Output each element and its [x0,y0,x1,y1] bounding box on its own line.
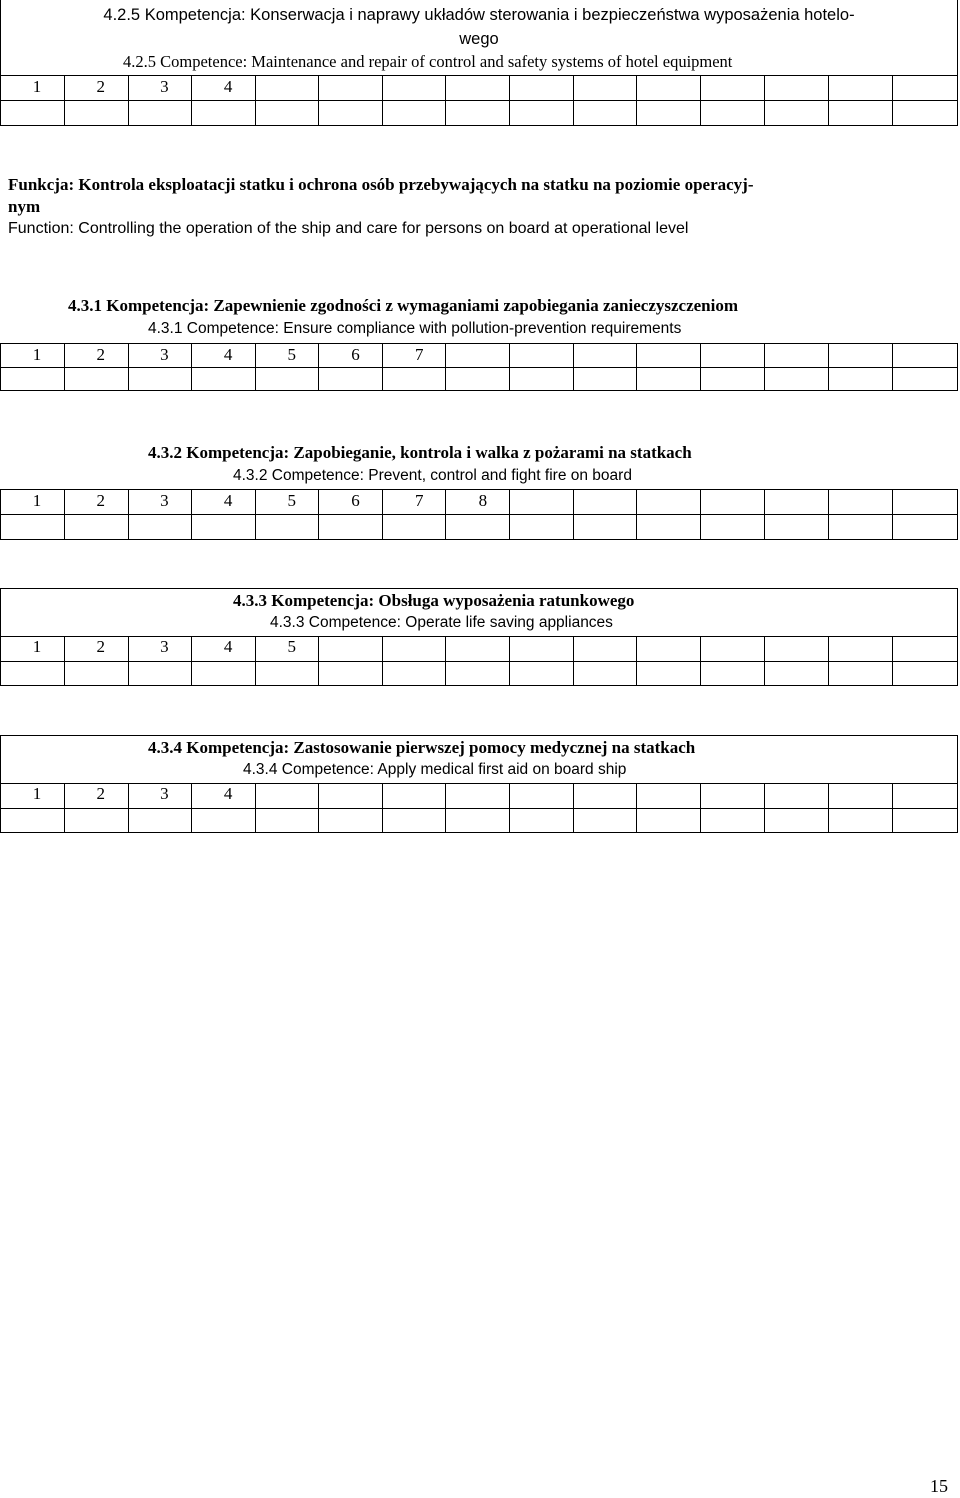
column-divider [64,783,65,832]
column-divider [509,76,510,125]
column-divider [636,783,637,832]
column-divider [445,343,446,390]
page-number: 15 [930,1476,948,1496]
title-en: 4.2.5 Competence: Maintenance and repair of control and safety systems of hotel equipment [123,52,733,71]
column-divider [828,489,829,539]
column-divider [509,343,510,390]
function-pl: Funkcja: Kontrola eksploatacji statku i ochrona osób przebywających na statku na poziomie operacyj- [8,175,754,194]
title-4-3-1-pl: 4.3.1 Kompetencja: Zapewnienie zgodności z wymaganiami zapobiegania zanieczyszczeniom [68,296,739,315]
column-divider [700,343,701,390]
column-number: 2 [96,491,105,510]
number-row [1,344,957,368]
column-number: 4 [223,77,233,96]
column-divider [509,636,510,685]
title-pl: 4.2.5 Kompetencja: Konserwacja i naprawy układów sterowania i bezpieczeństwa wyposażenia hotelo- [103,6,855,24]
column-number: 2 [96,784,105,803]
title-4-3-4-en: 4.3.4 Competence: Apply medical first aid on board ship [243,761,627,778]
column-number: 3 [160,77,169,96]
column-number: 2 [96,637,105,656]
column-divider [318,489,319,539]
score-row [1,809,957,832]
column-number: 4 [223,345,233,364]
column-divider [573,343,574,390]
column-divider [636,343,637,390]
column-divider [382,76,383,125]
column-divider [382,783,383,832]
column-divider [700,489,701,539]
column-number: 1 [32,345,42,364]
column-divider [318,636,319,685]
column-divider [318,343,319,390]
number-row [1,76,957,101]
column-divider [445,636,446,685]
column-number: 5 [287,491,297,510]
column-divider [892,783,893,832]
column-divider [191,343,192,390]
number-row [1,637,957,662]
column-divider [128,489,129,539]
column-divider [700,636,701,685]
column-divider [128,636,129,685]
column-divider [382,489,383,539]
column-number: 3 [160,491,169,510]
function-en: Function: Controlling the operation of the ship and care for persons on board at operational level [8,220,689,237]
column-number: 7 [414,491,424,510]
column-divider [255,489,256,539]
column-divider [700,76,701,125]
column-divider [828,343,829,390]
column-divider [445,76,446,125]
column-divider [573,636,574,685]
column-divider [318,76,319,125]
column-divider [509,783,510,832]
column-number: 2 [96,345,105,364]
column-number: 3 [160,784,169,803]
column-divider [255,76,256,125]
column-divider [64,343,65,390]
column-divider [255,636,256,685]
column-number: 1 [32,784,42,803]
function-heading [8,175,754,238]
column-divider [764,636,765,685]
column-divider [636,636,637,685]
column-divider [828,636,829,685]
column-divider [64,489,65,539]
column-divider [573,783,574,832]
title-4-3-4-pl: 4.3.4 Kompetencja: Zastosowanie pierwszej pomocy medycznej na statkach [148,738,696,757]
title-4-3-1-en: 4.3.1 Competence: Ensure compliance with pollution-prevention requirements [148,320,682,337]
column-number: 1 [32,491,42,510]
score-row [1,662,957,685]
column-number: 4 [223,637,233,656]
column-divider [573,76,574,125]
title-pl-continued: wego [459,30,499,48]
column-divider [255,343,256,390]
column-divider [445,489,446,539]
column-number: 7 [414,345,424,364]
column-divider [892,76,893,125]
column-number: 8 [478,491,488,510]
column-divider [636,489,637,539]
title-4-3-2-en: 4.3.2 Competence: Prevent, control and fight fire on board [233,467,632,484]
column-divider [764,783,765,832]
column-divider [573,489,574,539]
column-divider [255,783,256,832]
competence-4-3-1-table [0,343,958,391]
column-divider [64,76,65,125]
column-divider [318,783,319,832]
column-number: 6 [351,491,360,510]
column-divider [509,489,510,539]
column-divider [892,343,893,390]
column-number: 1 [32,77,42,96]
score-row [1,515,957,539]
column-divider [191,76,192,125]
column-number: 1 [32,637,42,656]
column-divider [636,76,637,125]
column-divider [764,343,765,390]
column-divider [128,76,129,125]
column-divider [764,489,765,539]
title-4-3-3-en: 4.3.3 Competence: Operate life saving appliances [270,614,613,631]
column-divider [128,343,129,390]
column-number: 6 [351,345,360,364]
score-row [1,368,957,390]
column-divider [382,636,383,685]
column-divider [191,636,192,685]
column-number: 2 [96,77,105,96]
column-divider [892,636,893,685]
column-number: 5 [287,637,297,656]
function-pl-continued: nym [8,197,41,216]
column-divider [382,343,383,390]
column-number: 4 [223,491,233,510]
column-divider [828,76,829,125]
column-divider [445,783,446,832]
score-row [1,101,957,125]
column-divider [700,783,701,832]
column-number: 5 [287,345,297,364]
number-row [1,784,957,809]
title-4-3-2-pl: 4.3.2 Kompetencja: Zapobieganie, kontrola i walka z pożarami na statkach [148,443,692,462]
column-divider [191,783,192,832]
column-number: 3 [160,345,169,364]
column-divider [191,489,192,539]
column-divider [64,636,65,685]
column-divider [892,489,893,539]
column-number: 3 [160,637,169,656]
column-number: 4 [223,784,233,803]
column-divider [828,783,829,832]
title-4-3-3-pl: 4.3.3 Kompetencja: Obsługa wyposażenia ratunkowego [233,591,635,610]
column-divider [128,783,129,832]
column-divider [764,76,765,125]
